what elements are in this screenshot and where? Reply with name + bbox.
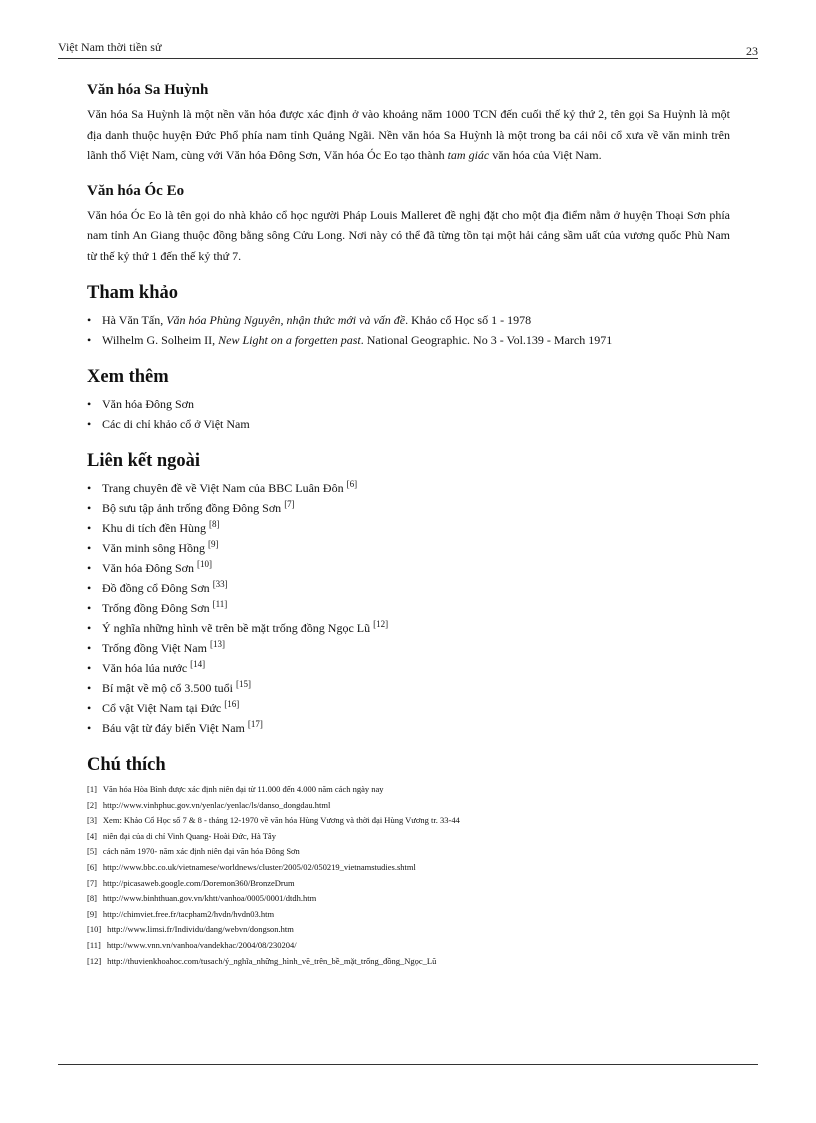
- external-link-text[interactable]: Bí mật về mộ cổ 3.500 tuổi: [102, 681, 233, 695]
- section-sa-huynh: [87, 81, 730, 166]
- external-link-ref[interactable]: [14]: [190, 659, 206, 669]
- external-links-list: [87, 478, 730, 738]
- external-link-ref[interactable]: [9]: [208, 539, 219, 549]
- external-link-item[interactable]: [87, 538, 730, 558]
- oc-eo-paragraph: Văn hóa Óc Eo là tên gọi do nhà khảo cổ học người Pháp Louis Malleret đề nghị đặt cho một địa điểm nằm ở huyện Thoại Sơn phía nam tỉnh An Giang thuộc đồng bằng sông Cửu Long. Nơi này có thể đã từng tồn tại một hải cảng sầm uất của vương quốc Phù Nam từ thế kỷ thứ 1 đến thế kỷ thứ 7.: [87, 207, 730, 263]
- external-link-text[interactable]: Văn hóa Đông Sơn: [102, 561, 195, 575]
- reference-source: . Khảo cổ Học số 1 - 1978: [405, 313, 532, 327]
- external-link-text[interactable]: Cổ vật Việt Nam tại Đức: [102, 701, 222, 715]
- section-oc-eo: [87, 182, 730, 267]
- note-link[interactable]: http://www.vnn.vn/vanhoa/vandekhac/2004/08/230204/: [106, 939, 297, 950]
- external-link-item[interactable]: [87, 698, 730, 718]
- external-link-item[interactable]: [87, 618, 730, 638]
- sa-huynh-text-end: văn hóa của Việt Nam.: [489, 148, 602, 162]
- references-heading: Tham khảo: [87, 283, 178, 303]
- external-link-item[interactable]: [87, 638, 730, 658]
- external-link-text[interactable]: Trống đồng Việt Nam: [102, 641, 207, 655]
- note-link[interactable]: http://www.limsi.fr/Individu/dang/webvn/dongson.htm: [107, 924, 294, 935]
- note-link[interactable]: http://picasaweb.google.com/Doremon360/BronzeDrum: [102, 877, 295, 888]
- external-link-item[interactable]: [87, 578, 730, 598]
- reference-title: New Light on a forgetten past: [218, 333, 361, 347]
- see-also-link[interactable]: • Văn hóa Đông Sơn: [87, 394, 730, 414]
- note-number: [2]: [87, 799, 97, 810]
- notes-heading: Chú thích: [87, 755, 166, 775]
- reference-source: . National Geographic. No 3 - Vol.139 - March 1971: [360, 333, 613, 347]
- reference-item: [87, 310, 730, 330]
- oc-eo-heading: Văn hóa Óc Eo: [87, 182, 185, 199]
- reference-item: [87, 330, 730, 350]
- note-text: Văn hóa Hòa Bình được xác định niên đại từ 11.000 đến 4.000 năm cách ngày nay: [102, 784, 384, 794]
- external-link-text[interactable]: Văn minh sông Hồng: [102, 541, 205, 555]
- note-link[interactable]: http://www.bbc.co.uk/vietnamese/worldnews/cluster/2005/02/050219_vietnamstudies.shtml: [102, 861, 416, 872]
- note-item: [87, 813, 730, 829]
- note-item: [87, 829, 730, 845]
- note-number: [6]: [87, 861, 97, 872]
- external-link-item[interactable]: [87, 598, 730, 618]
- section-references: [87, 282, 730, 350]
- running-title: Việt Nam thời tiền sử: [58, 40, 162, 54]
- section-see-also: [87, 366, 730, 434]
- external-link-ref[interactable]: [12]: [373, 619, 389, 629]
- external-link-ref[interactable]: [13]: [209, 639, 225, 649]
- note-number: [9]: [87, 908, 97, 919]
- page-content: [87, 72, 730, 969]
- reference-author: Hà Văn Tấn,: [102, 313, 167, 327]
- reference-title: Văn hóa Phùng Nguyên, nhận thức mới và vấn đề: [166, 313, 406, 327]
- see-also-link[interactable]: • Các di chỉ khảo cổ ở Việt Nam: [87, 414, 730, 434]
- external-link-item[interactable]: [87, 718, 730, 738]
- note-number: [8]: [87, 893, 97, 904]
- sa-huynh-text: Văn hóa Sa Huỳnh là một nền văn hóa được xác định ở vào khoảng năm 1000 TCN đến cuối thế kỷ thứ 2, tên gọi Sa Huỳnh là một địa danh thuộc huyện Đức Phổ phía nam tỉnh Quảng Ngãi. Nền văn hóa Sa Huỳnh là một trong ba cái nôi cổ xưa về văn minh trên lãnh thổ Việt Nam, cùng với Văn hóa Đông Sơn, Văn hóa Óc Eo tạo thành: [87, 107, 730, 162]
- section-notes: [87, 754, 730, 969]
- notes-list: [87, 782, 730, 969]
- sa-huynh-heading: Văn hóa Sa Huỳnh: [87, 82, 209, 98]
- sa-huynh-emphasis: tam giác: [447, 148, 490, 162]
- note-number: [3]: [87, 815, 97, 826]
- note-link[interactable]: http://www.vinhphuc.gov.vn/yenlac/yenlac/ls/danso_dongdau.html: [102, 799, 331, 810]
- external-link-ref[interactable]: [6]: [346, 479, 358, 489]
- external-link-text[interactable]: Trang chuyên đề về Việt Nam của BBC Luân Đôn: [102, 481, 344, 495]
- note-link[interactable]: http://chimviet.free.fr/tacpham2/hvdn/hvdn03.htm: [102, 908, 275, 919]
- section-external-links: [87, 450, 730, 738]
- page-number: 23: [746, 44, 758, 58]
- external-link-text[interactable]: Báu vật từ đáy biển Việt Nam: [102, 721, 245, 735]
- external-link-ref[interactable]: [7]: [284, 499, 295, 509]
- note-item: [87, 891, 730, 907]
- note-link[interactable]: http://www.binhthuan.gov.vn/khtt/vanhoa/0005/0001/dtdh.htm: [102, 893, 317, 904]
- note-item: [87, 844, 730, 860]
- note-number: [10]: [87, 924, 102, 935]
- note-number: [12]: [87, 955, 102, 966]
- note-item: [87, 782, 730, 798]
- external-link-item[interactable]: [87, 558, 730, 578]
- page-header: [58, 38, 758, 59]
- external-link-ref[interactable]: [17]: [247, 719, 263, 729]
- external-link-item[interactable]: [87, 518, 730, 538]
- note-item: [87, 922, 730, 938]
- external-link-text[interactable]: Văn hóa lúa nước: [102, 661, 188, 675]
- note-item: [87, 798, 730, 814]
- external-link-item[interactable]: [87, 678, 730, 698]
- references-list: [87, 310, 730, 350]
- note-text: Xem: Khảo Cổ Học số 7 & 8 - tháng 12-1970 về văn hóa Hùng Vương và thời đại Hùng Vương tr. 33-44: [102, 815, 460, 826]
- external-links-heading: Liên kết ngoài: [87, 451, 201, 471]
- external-link-ref[interactable]: [11]: [212, 599, 228, 609]
- note-number: [7]: [87, 877, 97, 888]
- reference-author: Wilhelm G. Solheim II,: [102, 333, 219, 347]
- footer-divider: [58, 1064, 758, 1065]
- note-item: [87, 954, 730, 970]
- note-text: niên đại của di chỉ Vinh Quang- Hoài Đức, Hà Tây: [102, 830, 276, 841]
- external-link-ref[interactable]: [10]: [197, 559, 213, 569]
- external-link-ref[interactable]: [16]: [224, 699, 240, 709]
- external-link-ref[interactable]: [8]: [209, 519, 220, 529]
- external-link-item[interactable]: [87, 498, 730, 518]
- note-number: [11]: [87, 939, 101, 950]
- external-link-text[interactable]: Trống đồng Đông Sơn: [102, 601, 210, 615]
- note-item: [87, 876, 730, 892]
- sa-huynh-paragraph: [87, 104, 730, 166]
- note-number: [5]: [87, 846, 97, 857]
- external-link-item[interactable]: [87, 658, 730, 678]
- note-number: [1]: [87, 784, 97, 794]
- external-link-ref[interactable]: [15]: [236, 679, 251, 689]
- note-link[interactable]: http://thuvienkhoahoc.com/tusach/ý_nghĩa_những_hình_vẽ_trên_bề_mặt_trống_đồng_Ngọc_Lũ: [107, 955, 437, 966]
- note-text: cách năm 1970- năm xác định niên đại văn hóa Đông Sơn: [102, 846, 300, 857]
- note-item: [87, 907, 730, 923]
- external-link-text[interactable]: Bộ sưu tập ảnh trống đồng Đông Sơn: [102, 501, 282, 515]
- external-link-text[interactable]: Đồ đồng cổ Đông Sơn: [102, 581, 210, 595]
- see-also-list: [87, 394, 730, 434]
- external-link-text[interactable]: Khu di tích đền Hùng: [102, 521, 206, 535]
- see-also-heading: Xem thêm: [87, 367, 169, 387]
- note-number: [4]: [87, 830, 97, 841]
- external-link-ref[interactable]: [33]: [212, 579, 228, 589]
- external-link-text[interactable]: Ý nghĩa những hình vẽ trên bề mặt trống đồng Ngọc Lũ: [102, 621, 371, 635]
- note-item: [87, 938, 730, 954]
- external-link-item[interactable]: [87, 478, 730, 498]
- note-item: [87, 860, 730, 876]
